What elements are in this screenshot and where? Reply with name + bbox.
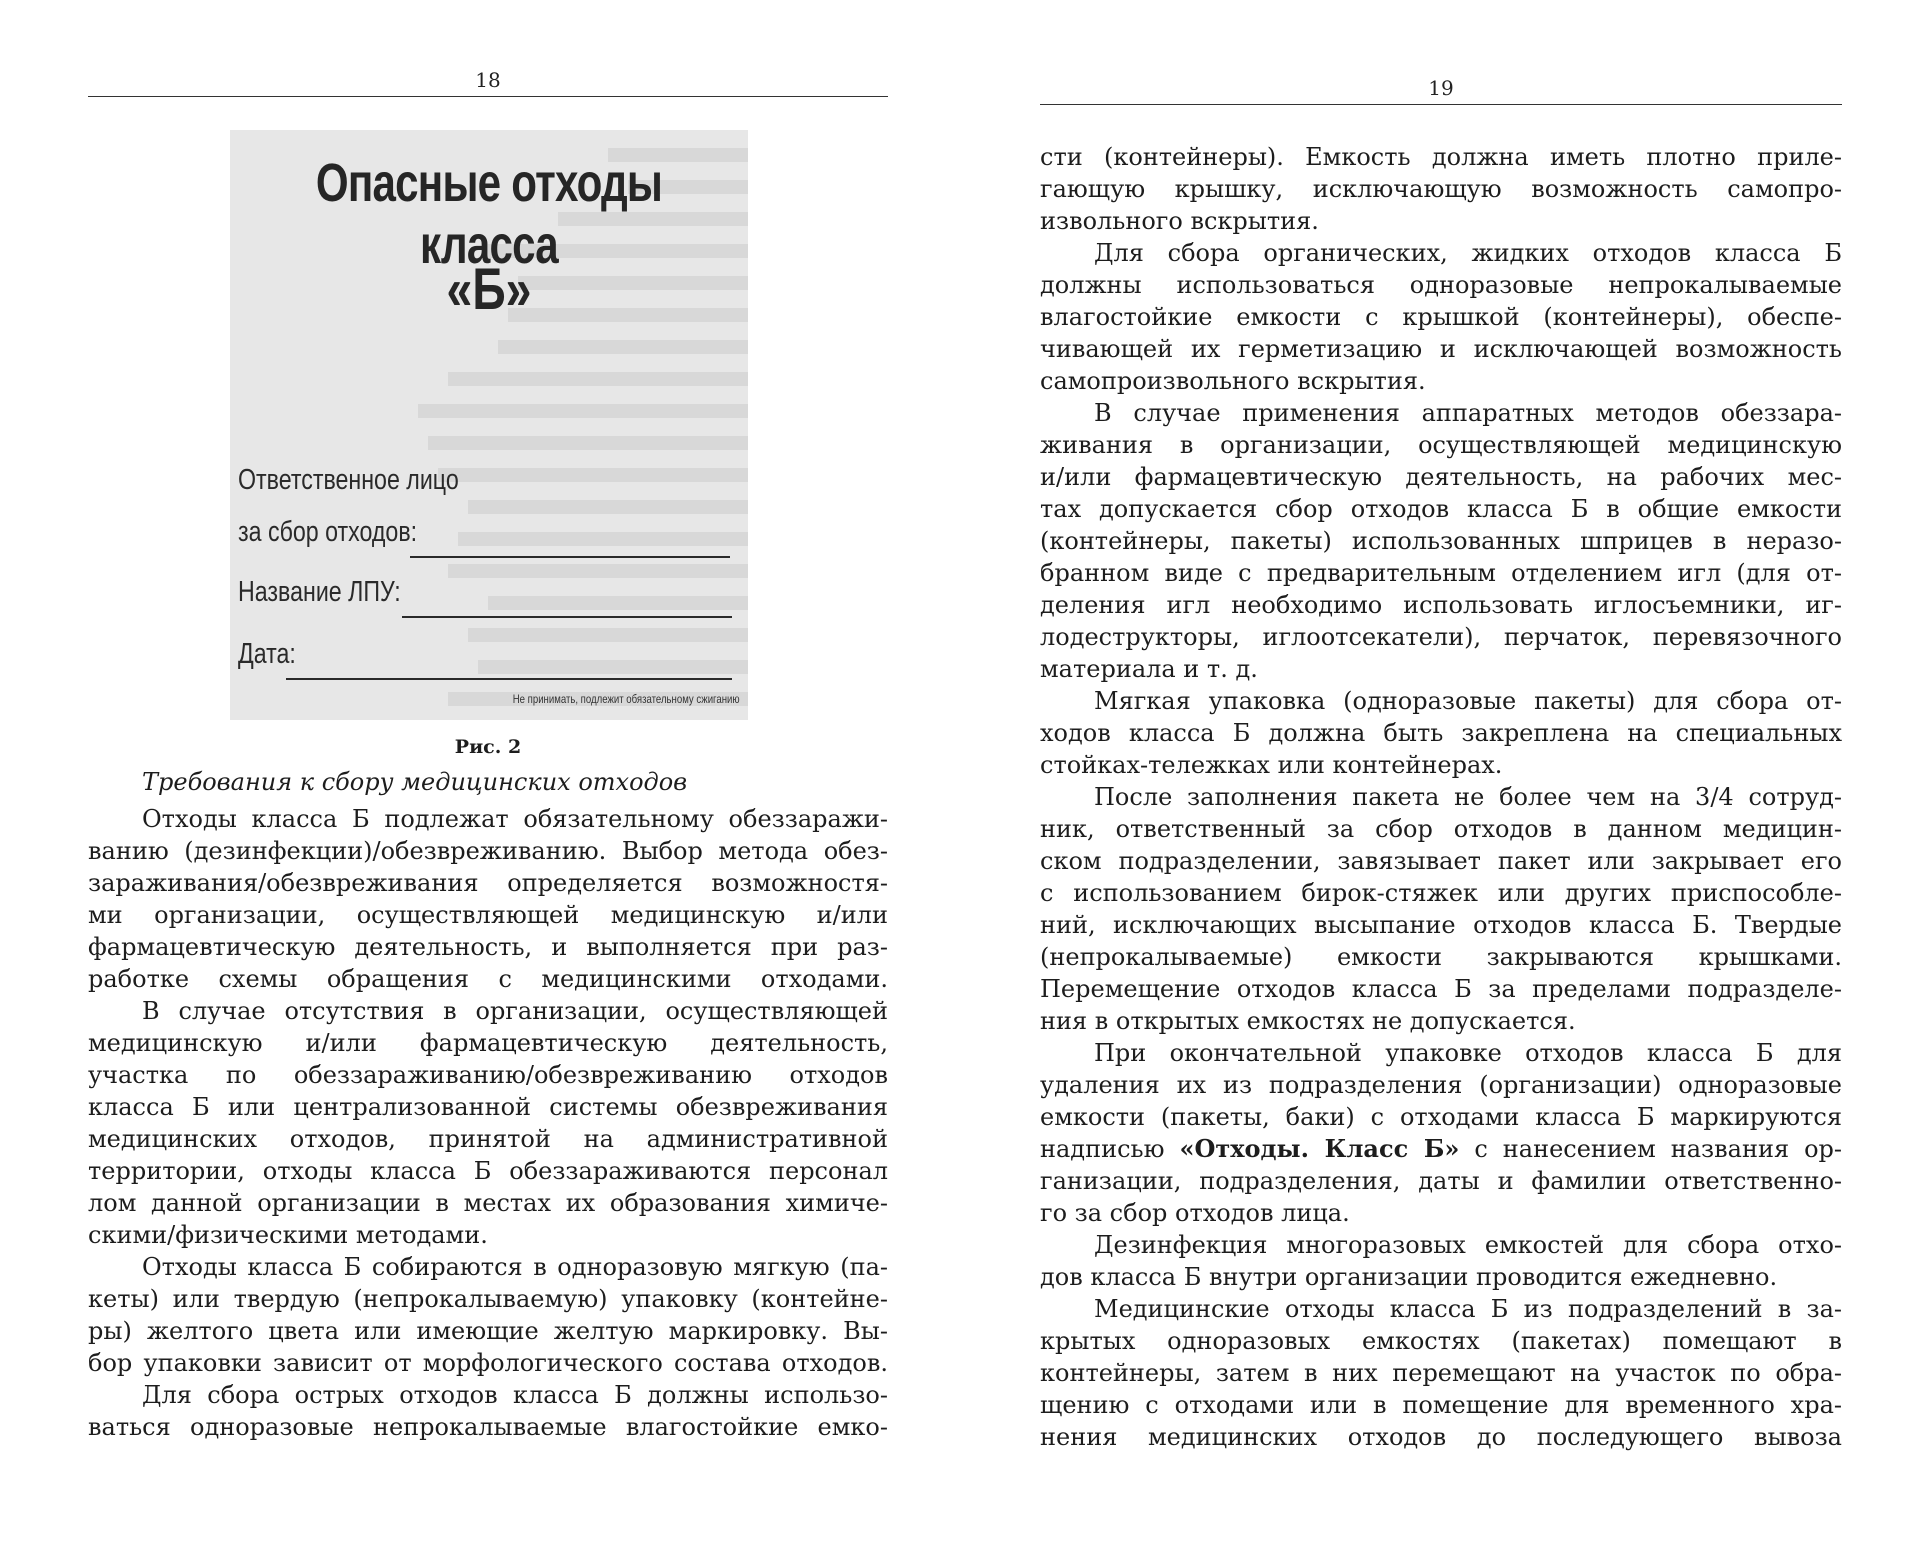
paragraph (88, 1379, 888, 1443)
text-line: стойках-тележках или контейнерах. (1040, 751, 1503, 779)
text-line: участка по обеззараживанию/обезвреживанию отходов (88, 1061, 888, 1089)
poster-field-date-label: Дата: (238, 638, 296, 670)
text-line: Отходы класса Б собираются в одноразовую мягкую (па- (142, 1253, 888, 1281)
poster-field-lpu-label: Название ЛПУ: (238, 576, 401, 608)
text-line: В случае отсутствия в организации, осуществляющей (142, 997, 888, 1025)
text-line: зараживания/обезвреживания определяется возможностя- (88, 869, 888, 897)
text-line: го за сбор отходов лица. (1040, 1199, 1350, 1227)
text-line: удаления их из подразделения (организации) одноразовые (1040, 1071, 1842, 1099)
body-text (1040, 141, 1842, 1453)
text-line: влагостойкие емкости с крышкой (контейнеры), обеспе- (1040, 303, 1842, 331)
text-line: медицинских отходов, принятой на административной (88, 1125, 888, 1153)
text-line: ний, исключающих высыпание отходов класса Б. Твердые (1040, 911, 1842, 939)
text-line: (контейнеры, пакеты) использованных шприцев в неразо- (1040, 527, 1842, 555)
text-line: ния в открытых емкостях не допускается. (1040, 1007, 1576, 1035)
text-line: В случае применения аппаратных методов обеззара- (1094, 399, 1842, 427)
text-line: нения медицинских отходов до последующего вывоза (1040, 1423, 1842, 1451)
page-number: 18 (475, 68, 501, 92)
paragraph (1040, 141, 1842, 237)
text-line: класса Б или централизованной системы обезвреживания (88, 1093, 888, 1121)
body-text (88, 803, 888, 1443)
figure-poster (230, 130, 748, 720)
text-line: Дезинфекция многоразовых емкостей для сбора отхо- (1094, 1231, 1842, 1259)
text-line: материала и т. д. (1040, 655, 1258, 683)
paragraph (1040, 685, 1842, 781)
text-line: ваться одноразовые непрокалываемые влагостойкие емко- (88, 1413, 888, 1441)
text-line: лом данной организации в местах их образования химиче- (88, 1189, 888, 1217)
text-line: крытых одноразовых емкостях (пакетах) помещают в (1040, 1327, 1842, 1355)
text-line: чивающей их герметизацию и исключающей возможность (1040, 335, 1842, 363)
poster-footer-note: Не принимать, подлежит обязательному сжиганию (513, 692, 740, 706)
paragraph (1040, 1293, 1842, 1453)
paragraph (1040, 397, 1842, 685)
section-heading: Требования к сбору медицинских отходов (142, 768, 688, 796)
paragraph (1040, 1229, 1842, 1293)
text-line: медицинскую и/или фармацевтическую деятельность, (88, 1029, 888, 1057)
text-line: кеты) или твердую (непрокалываемую) упаковку (контейне- (88, 1285, 888, 1313)
text-line: ходов класса Б должна быть закреплена на специальных (1040, 719, 1842, 747)
poster-field-responsible-label: Ответственное лицо (238, 464, 459, 496)
text-line: должны использоваться одноразовые непрокалываемые (1040, 271, 1842, 299)
text-line: ры) желтого цвета или имеющие желтую маркировку. Вы- (88, 1317, 888, 1345)
text-line: живания в организации, осуществляющей медицинскую (1040, 431, 1842, 459)
left-page (88, 0, 888, 1549)
text-line: бор упаковки зависит от морфологического состава отходов. (88, 1349, 888, 1377)
text-line: емкости (пакеты, баки) с отходами класса Б маркируются (1040, 1103, 1842, 1131)
text-line: Мягкая упаковка (одноразовые пакеты) для сбора от- (1094, 687, 1842, 715)
page-number: 19 (1428, 76, 1454, 100)
text-line: работке схемы обращения с медицинскими отходами. (88, 965, 888, 993)
text-line: дов класса Б внутри организации проводится ежедневно. (1040, 1263, 1778, 1291)
text-line: ник, ответственный за сбор отходов в данном медицин- (1040, 815, 1842, 843)
marking-label: «Отходы. Класс Б» (1179, 1134, 1460, 1163)
text-line: (непрокалываемые) емкости закрываются крышками. (1040, 943, 1842, 971)
text-line: контейнеры, затем в них перемещают на участок по обра- (1040, 1359, 1842, 1387)
poster-fill-line (286, 678, 732, 680)
text-line: ми организации, осуществляющей медицинскую и/или (88, 901, 888, 929)
poster-class-letter: «Б» (446, 257, 532, 322)
text-line: щению с отходами или в помещение для временного хра- (1040, 1391, 1842, 1419)
poster-fill-line (410, 556, 730, 558)
paragraph (1040, 237, 1842, 397)
text-line: самопроизвольного вскрытия. (1040, 367, 1426, 395)
text-line: надписью «Отходы. Класс Б» с нанесением названия ор- (1040, 1134, 1842, 1163)
paragraph (88, 803, 888, 995)
paragraph (88, 995, 888, 1251)
text-line: Для сбора острых отходов класса Б должны использо- (142, 1381, 888, 1409)
text-line: сти (контейнеры). Емкость должна иметь плотно приле- (1040, 143, 1842, 171)
text-line: Отходы класса Б подлежат обязательному обеззаражи- (142, 805, 888, 833)
header-rule (88, 96, 888, 97)
paragraph (88, 1251, 888, 1379)
figure-caption: Рис. 2 (454, 736, 522, 758)
text-line: деления игл необходимо использовать иглосъемники, иг- (1040, 591, 1842, 619)
text-line: Для сбора органических, жидких отходов класса Б (1094, 239, 1842, 267)
text-line: гающую крышку, исключающую возможность самопро- (1040, 175, 1842, 203)
text-line: ванию (дезинфекции)/обезвреживанию. Выбор метода обез- (88, 837, 888, 865)
text-line: и/или фармацевтическую деятельность, на рабочих мес- (1040, 463, 1842, 491)
poster-title: Опасные отходы класса (315, 153, 663, 275)
poster-field-responsible-label-2: за сбор отходов: (238, 516, 418, 548)
text-line: ском подразделении, завязывает пакет или закрывает его (1040, 847, 1842, 875)
text-line: Перемещение отходов класса Б за пределами подразделе- (1040, 975, 1842, 1003)
poster-fill-line (402, 616, 732, 618)
text-line: скими/физическими методами. (88, 1221, 488, 1249)
text-line: После заполнения пакета не более чем на 3/4 сотруд- (1094, 783, 1842, 811)
text-line: территории, отходы класса Б обеззараживаются персонал (88, 1157, 888, 1185)
text-line: тах допускается сбор отходов класса Б в общие емкости (1040, 495, 1842, 523)
text-line: извольного вскрытия. (1040, 207, 1319, 235)
paragraph (1040, 781, 1842, 1037)
text-line: Медицинские отходы класса Б из подразделений в за- (1094, 1295, 1842, 1323)
text-line: ганизации, подразделения, даты и фамилии ответственно- (1040, 1167, 1842, 1195)
text-line: лодеструкторы, иглоотсекатели), перчаток, перевязочного (1040, 623, 1842, 651)
right-page (1040, 0, 1842, 1549)
header-rule (1040, 104, 1842, 105)
paragraph (1040, 1037, 1842, 1229)
text-line: бранном виде с предварительным отделением игл (для от- (1040, 559, 1842, 587)
text-line: фармацевтическую деятельность, и выполняется при раз- (88, 933, 888, 961)
text-line: При окончательной упаковке отходов класса Б для (1094, 1039, 1842, 1067)
text-line: с использованием бирок-стяжек или других приспособле- (1040, 879, 1842, 907)
